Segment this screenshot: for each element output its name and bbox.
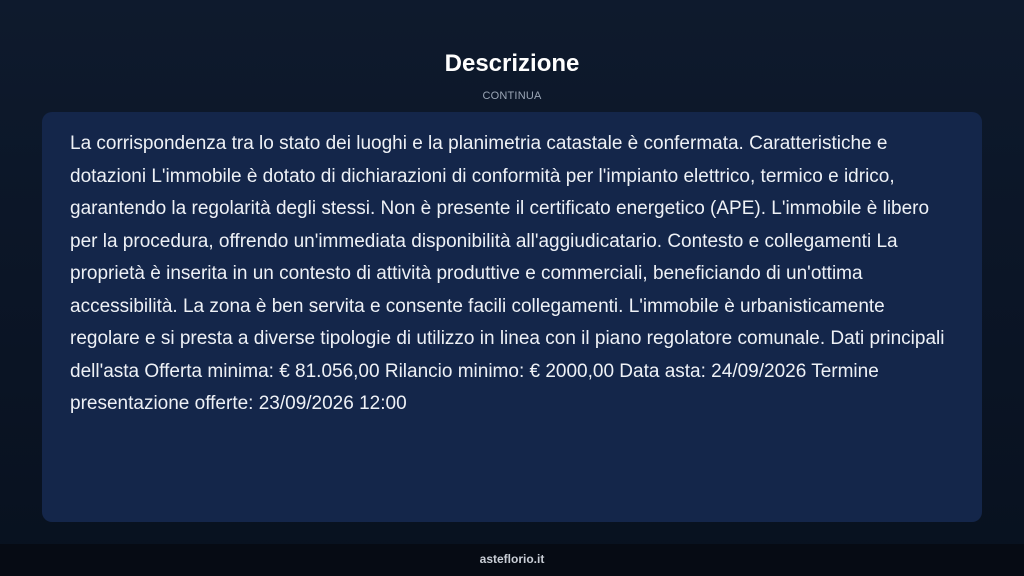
description-text: La corrispondenza tra lo stato dei luoghi e la planimetria catastale è confermata. Caratteristiche e dotazioni L'immobile è dotato di dichiarazioni di conformità per l'impianto elettrico, termico e idrico, garantendo la regolarità degli stessi. Non è presente il certificato energetico (APE). L'immobile è libero per la procedura, offrendo un'immediata disponibilità all'aggiudicatario. Contesto e collegamenti La proprietà è inserita in un contesto di attività produttive e commerciali, beneficiando di un'ottima accessibilità. La zona è ben servita e consente facili collegamenti. L'immobile è urbanisticamente regolare e si presta a diverse tipologie di utilizzo in linea con il piano regolatore comunale. Dati principali dell'asta Offerta minima: € 81.056,00 Rilancio minimo: € 2000,00 Data asta: 24/09/2026 Termine presentazione offerte: 23/09/2026 12:00 <box>70 133 945 414</box>
description-panel <box>42 112 982 522</box>
continue-label: CONTINUA <box>482 90 542 102</box>
page-title: Descrizione <box>444 50 580 77</box>
footer-bar <box>0 544 1024 576</box>
site-name: asteflorio.it <box>479 552 545 566</box>
